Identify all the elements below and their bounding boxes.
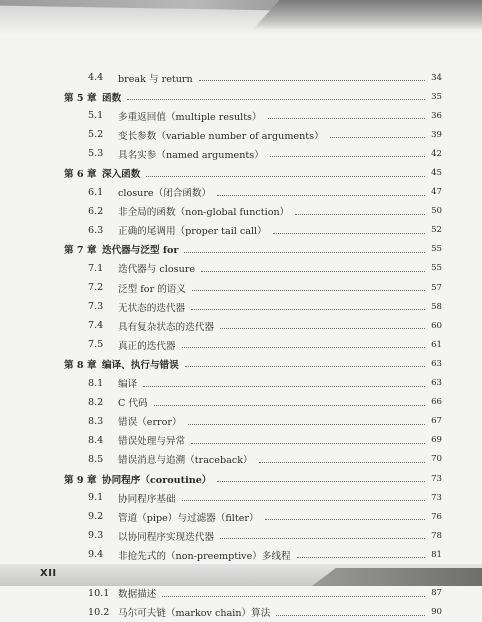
toc-entry-number: 10.2 — [88, 606, 110, 618]
dot-leader — [217, 481, 425, 482]
toc-entry-title: 错误消息与追溯（traceback） — [118, 455, 253, 467]
toc-section-entry[interactable] — [64, 507, 442, 526]
toc-entry-number: 9.2 — [88, 511, 104, 523]
toc-entry-number: 8.5 — [88, 453, 104, 465]
toc-entry-title: C 代码 — [118, 398, 148, 410]
toc-section-entry[interactable] — [64, 202, 442, 221]
toc-entry-title: 数据描述 — [118, 589, 157, 601]
toc-section-entry[interactable] — [64, 412, 442, 431]
toc-entry-title: 深入函数 — [102, 169, 141, 181]
toc-entry-number: 9.3 — [88, 530, 104, 542]
toc-entry-page-number: 73 — [431, 492, 442, 503]
toc-entry-page-number: 70 — [431, 454, 442, 465]
dot-leader — [265, 519, 425, 520]
toc-section-entry[interactable] — [64, 431, 442, 450]
toc-entry-page-number: 42 — [431, 148, 442, 159]
toc-entry-title: 编译 — [118, 379, 138, 391]
dot-leader — [146, 176, 425, 177]
toc-entry-page-number: 55 — [431, 244, 442, 255]
toc-entry-page-number: 34 — [431, 72, 442, 83]
dot-leader — [217, 195, 425, 196]
toc-section-entry[interactable] — [64, 125, 442, 144]
toc-entry-page-number: 73 — [431, 473, 442, 484]
toc-section-entry[interactable] — [64, 221, 442, 240]
dot-leader — [154, 405, 425, 406]
toc-entry-number: 7.1 — [88, 262, 104, 274]
dot-leader — [297, 557, 425, 558]
toc-entry-number: 8.4 — [88, 434, 104, 446]
toc-entry-page-number: 57 — [431, 282, 442, 293]
dot-leader — [295, 214, 425, 215]
toc-entry-number: 第 7 章 — [64, 245, 97, 257]
toc-section-entry[interactable] — [64, 545, 442, 564]
toc-entry-title: 迭代器与泛型 for — [102, 245, 179, 257]
toc-entry-page-number: 90 — [431, 607, 442, 618]
toc-section-entry[interactable] — [64, 68, 442, 87]
toc-section-entry[interactable] — [64, 584, 442, 603]
toc-entry-title: 协同程序基础 — [118, 493, 176, 505]
dot-leader — [182, 347, 425, 348]
toc-entry-page-number: 39 — [431, 129, 442, 140]
toc-entry-title: 函数 — [102, 92, 122, 104]
dot-leader — [273, 233, 425, 234]
dot-leader — [259, 462, 425, 463]
toc-section-entry[interactable] — [64, 278, 442, 297]
toc-entry-title: 非全局的函数（non-global function） — [118, 207, 290, 219]
toc-entry-page-number: 60 — [431, 320, 442, 331]
dot-leader — [184, 252, 425, 253]
toc-entry-number: 第 8 章 — [64, 359, 97, 371]
toc-entry-page-number: 55 — [431, 263, 442, 274]
dot-leader — [192, 290, 425, 291]
toc-entry-page-number: 35 — [431, 91, 442, 102]
toc-entry-title: 编译、执行与错误 — [102, 359, 179, 371]
dot-leader — [185, 366, 425, 367]
toc-entry-number: 10.1 — [88, 587, 110, 599]
page-number: XII — [40, 568, 57, 579]
toc-section-entry[interactable] — [64, 297, 442, 316]
dot-leader — [162, 596, 425, 597]
toc-entry-page-number: 45 — [431, 168, 442, 179]
toc-entry-title: 错误（error） — [118, 417, 182, 429]
toc-entry-page-number: 69 — [431, 435, 442, 446]
toc-section-entry[interactable] — [64, 144, 442, 163]
dot-leader — [191, 309, 425, 310]
dot-leader — [182, 500, 425, 501]
toc-entry-title: 以协同程序实现迭代器 — [118, 531, 214, 543]
toc-entry-number: 5.1 — [88, 110, 104, 122]
toc-section-entry[interactable] — [64, 259, 442, 278]
toc-chapter-entry[interactable] — [64, 354, 442, 373]
dot-leader — [143, 386, 425, 387]
toc-entry-number: 7.2 — [88, 282, 104, 294]
toc-entry-page-number: 63 — [431, 378, 442, 389]
toc-entry-title: 无状态的迭代器 — [118, 302, 186, 314]
toc-entry-number: 第 6 章 — [64, 169, 97, 181]
toc-entry-number: 7.4 — [88, 320, 104, 332]
toc-entry-page-number: 76 — [431, 511, 442, 522]
toc-entry-number: 第 9 章 — [64, 474, 97, 486]
toc-section-entry[interactable] — [64, 393, 442, 412]
toc-section-entry[interactable] — [64, 488, 442, 507]
toc-section-entry[interactable] — [64, 526, 442, 545]
toc-entry-title: 迭代器与 closure — [118, 264, 196, 276]
toc-section-entry[interactable] — [64, 335, 442, 354]
dot-leader — [191, 443, 425, 444]
toc-entry-page-number: 63 — [431, 358, 442, 369]
toc-entry-title: 泛型 for 的语义 — [118, 283, 186, 295]
table-of-contents — [64, 68, 442, 622]
toc-entry-title: 真正的迭代器 — [118, 340, 176, 352]
toc-entry-number: 7.3 — [88, 301, 104, 313]
toc-section-entry[interactable] — [64, 450, 442, 469]
toc-chapter-entry[interactable] — [64, 163, 442, 182]
toc-entry-number: 6.3 — [88, 224, 104, 236]
dot-leader — [201, 271, 425, 272]
toc-section-entry[interactable] — [64, 603, 442, 622]
toc-entry-page-number: 67 — [431, 416, 442, 427]
toc-entry-number: 5.3 — [88, 148, 104, 160]
toc-entry-title: 协同程序（coroutine） — [102, 474, 212, 486]
header-decoration-band — [0, 0, 482, 36]
dot-leader — [268, 118, 425, 119]
toc-entry-title: 具名实参（named arguments） — [118, 149, 264, 161]
toc-entry-number: 5.2 — [88, 129, 104, 141]
toc-entry-page-number: 47 — [431, 187, 442, 198]
toc-entry-number: 4.4 — [88, 72, 104, 84]
dot-leader — [220, 538, 425, 539]
toc-entry-title: break 与 return — [118, 73, 193, 85]
toc-entry-page-number: 87 — [431, 588, 442, 599]
toc-entry-title: 非抢先式的（non-preemptive）多线程 — [118, 550, 291, 562]
toc-entry-page-number: 36 — [431, 110, 442, 121]
dot-leader — [220, 328, 425, 329]
dot-leader — [270, 156, 425, 157]
toc-entry-number: 9.1 — [88, 492, 104, 504]
toc-entry-title: 多重返回值（multiple results） — [118, 111, 262, 123]
toc-entry-title: closure（闭合函数） — [118, 188, 212, 200]
toc-entry-page-number: 58 — [431, 301, 442, 312]
toc-chapter-entry[interactable] — [64, 87, 442, 106]
toc-entry-number: 8.2 — [88, 396, 104, 408]
toc-section-entry[interactable] — [64, 106, 442, 125]
toc-entry-number: 第 5 章 — [64, 92, 97, 104]
toc-entry-number: 8.3 — [88, 415, 104, 427]
dot-leader — [188, 424, 425, 425]
toc-entry-title: 马尔可夫链（markov chain）算法 — [118, 608, 271, 620]
toc-entry-title: 管道（pipe）与过滤器（filter） — [118, 512, 259, 524]
footer-decoration-band — [0, 564, 482, 586]
toc-section-entry[interactable] — [64, 374, 442, 393]
dot-leader — [276, 615, 425, 616]
toc-entry-page-number: 81 — [431, 549, 442, 560]
toc-entry-page-number: 78 — [431, 530, 442, 541]
toc-entry-page-number: 50 — [431, 206, 442, 217]
toc-entry-number: 8.1 — [88, 377, 104, 389]
toc-chapter-entry[interactable] — [64, 469, 442, 488]
toc-entry-number: 7.5 — [88, 339, 104, 351]
toc-entry-title: 具有复杂状态的迭代器 — [118, 321, 214, 333]
toc-entry-number: 6.1 — [88, 186, 104, 198]
dot-leader — [330, 137, 425, 138]
toc-section-entry[interactable] — [64, 316, 442, 335]
toc-entry-title: 正确的尾调用（proper tail call） — [118, 226, 267, 238]
toc-entry-title: 错误处理与异常 — [118, 436, 186, 448]
toc-entry-page-number: 52 — [431, 225, 442, 236]
dot-leader — [127, 99, 425, 100]
toc-entry-page-number: 61 — [431, 339, 442, 350]
toc-entry-number: 9.4 — [88, 549, 104, 561]
toc-entry-page-number: 66 — [431, 397, 442, 408]
toc-entry-number: 6.2 — [88, 205, 104, 217]
toc-chapter-entry[interactable] — [64, 240, 442, 259]
toc-entry-title: 变长参数（variable number of arguments） — [118, 130, 324, 142]
dot-leader — [199, 80, 425, 81]
toc-section-entry[interactable] — [64, 183, 442, 202]
